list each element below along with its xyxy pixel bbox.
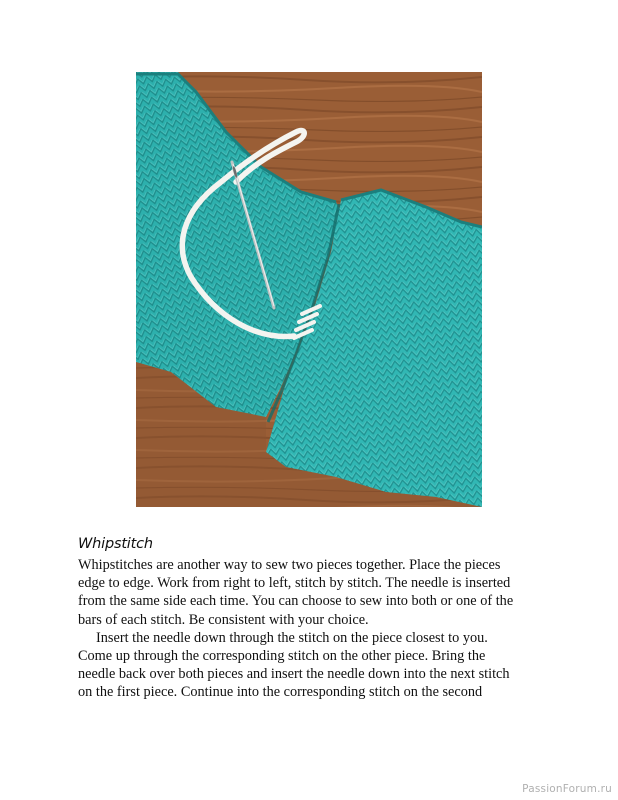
paragraph-2-line: on the first piece. Continue into the corresponding stitch on the second	[78, 684, 483, 701]
body-text	[78, 556, 548, 702]
watermark: PassionForum.ru	[522, 783, 612, 795]
paragraph-1-line: Whipstitches are another way to sew two pieces together. Place the pieces	[78, 557, 501, 573]
paragraph-2-line: Insert the needle down through the stitch on the piece closest to you.	[96, 629, 488, 646]
knitting-photo	[136, 72, 482, 507]
paragraph-1-line: from the same side each time. You can choose to sew into both or one of the	[78, 593, 514, 610]
paragraph-1-line: edge to edge. Work from right to left, stitch by stitch. The needle is inserted	[78, 575, 511, 592]
paragraph-2-line: Come up through the corresponding stitch on the other piece. Bring the	[78, 648, 486, 665]
paragraph-2	[78, 629, 548, 702]
paragraph-1	[78, 556, 548, 629]
paragraph-1-line: bars of each stitch. Be consistent with your choice.	[78, 611, 369, 628]
section-heading: Whipstitch	[78, 536, 153, 552]
paragraph-2-line: needle back over both pieces and insert the needle down into the next stitch	[78, 666, 510, 683]
